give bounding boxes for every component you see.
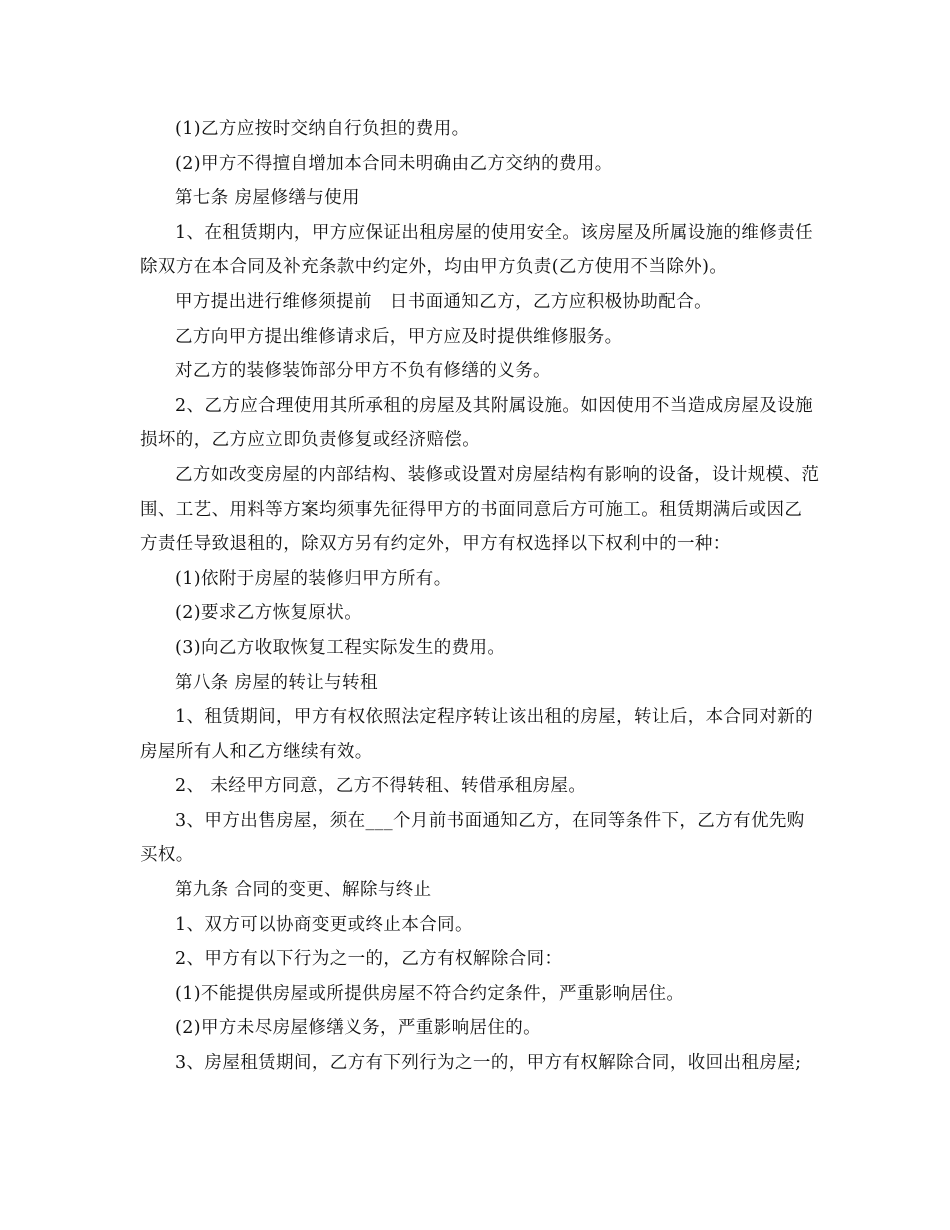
paragraph: (3)向乙方收取恢复工程实际发生的费用。	[175, 637, 506, 658]
paragraph: (2)甲方不得擅自增加本合同未明确由乙方交纳的费用。	[175, 153, 613, 174]
paragraph: 3、房屋租赁期间，乙方有下列行为之一的，甲方有权解除合同，收回出租房屋;	[175, 1053, 802, 1074]
paragraph: 对乙方的装修装饰部分甲方不负有修缮的义务。	[175, 361, 551, 382]
paragraph: 2、乙方应合理使用其所承租的房屋及其附属设施。如因使用不当造成房屋及设施损坏的，乙方应立即负责修复或经济赔偿。	[140, 395, 814, 451]
paragraph: 1、租赁期间，甲方有权依照法定程序转让该出租的房屋，转让后，本合同对新的房屋所有人和乙方继续有效。	[140, 707, 814, 762]
paragraph: 2、 未经甲方同意，乙方不得转租、转借承租房屋。	[175, 776, 587, 797]
paragraph: (2)要求乙方恢复原状。	[175, 603, 363, 624]
paragraph: 3、甲方出售房屋，须在___个月前书面通知乙方，在同等条件下，乙方有优先购买权。	[140, 810, 805, 866]
document-body	[140, 112, 820, 1081]
paragraph: 1、在租赁期内，甲方应保证出租房屋的使用安全。该房屋及所属设施的维修责任除双方在本合同及补充条款中约定外，均由甲方负责(乙方使用不当除外)。	[140, 222, 814, 278]
paragraph: (1)不能提供房屋或所提供房屋不符合约定条件，严重影响居住。	[175, 983, 685, 1004]
article-heading: 第八条 房屋的转让与转租	[175, 672, 378, 693]
paragraph: 1、双方可以协商变更或终止本合同。	[175, 914, 473, 935]
paragraph: (1)依附于房屋的装修归甲方所有。	[175, 568, 452, 589]
article-heading: 第七条 房屋修缮与使用	[175, 188, 360, 209]
paragraph: 甲方提出进行维修须提前 日书面通知乙方，乙方应积极协助配合。	[175, 291, 712, 312]
paragraph: (1)乙方应按时交纳自行负担的费用。	[175, 119, 470, 139]
paragraph: 乙方如改变房屋的内部结构、装修或设置对房屋结构有影响的设备，设计规模、范围、工艺、用料等方案均须事先征得甲方的书面同意后方可施工。租赁期满后或因乙方责任导致退租的，除双方另有约定外，甲方有权选择以下权利中的一种：	[140, 464, 820, 555]
paragraph: 2、甲方有以下行为之一的，乙方有权解除合同：	[175, 949, 563, 970]
article-heading: 第九条 合同的变更、解除与终止	[175, 880, 432, 901]
paragraph: 乙方向甲方提出维修请求后，甲方应及时提供维修服务。	[175, 326, 623, 347]
paragraph: (2)甲方未尽房屋修缮义务，严重影响居住的。	[175, 1018, 542, 1039]
